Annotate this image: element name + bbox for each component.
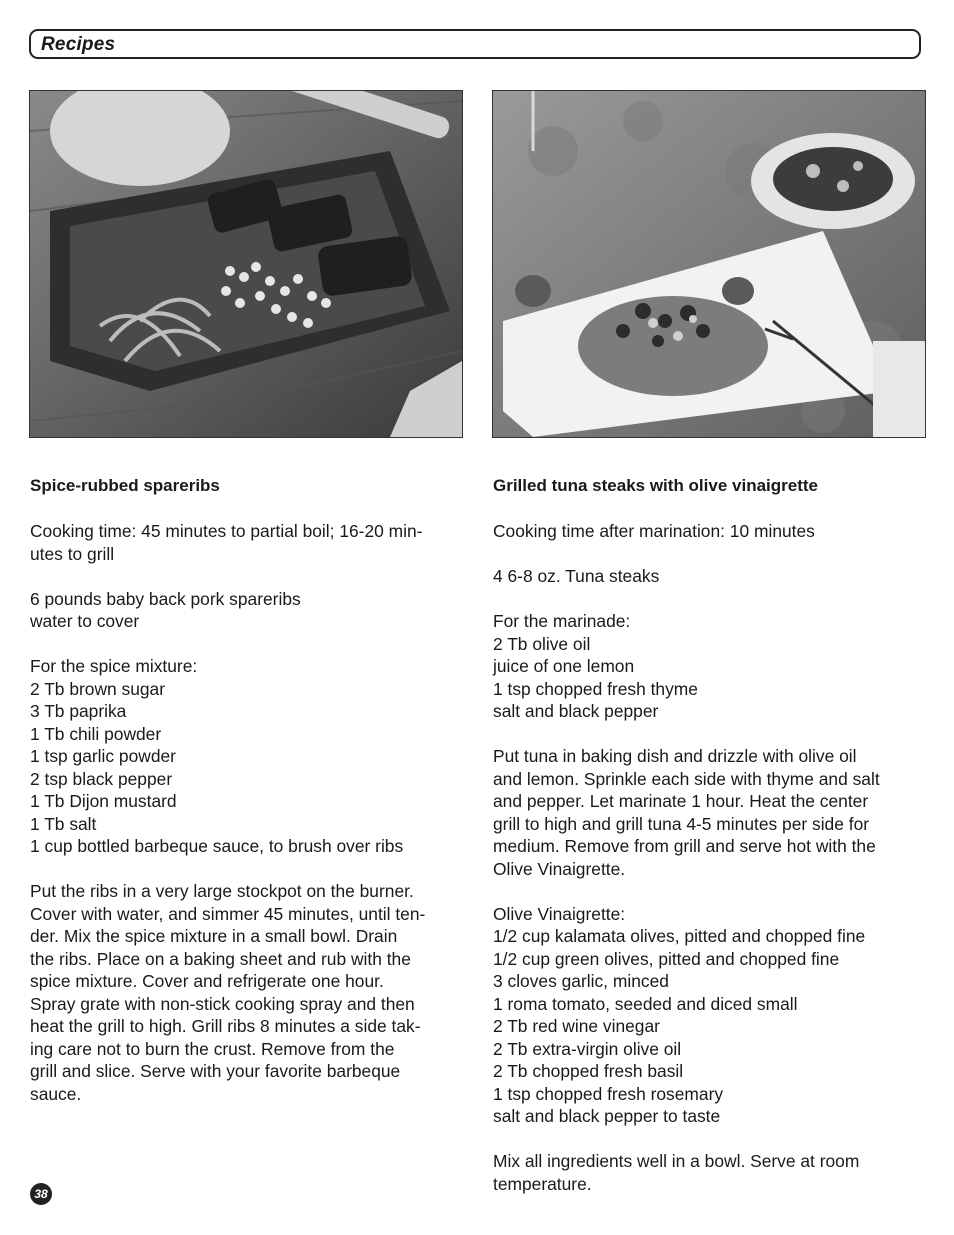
ingredient: 1 tsp chopped fresh thyme bbox=[493, 678, 698, 699]
cooking-time: Cooking time after marination: 10 minutes bbox=[493, 521, 815, 541]
ingredient: 1 Tb Dijon mustard bbox=[30, 791, 177, 811]
method-line: grill to high and grill tuna 4-5 minutes per side for bbox=[493, 813, 870, 834]
method-line: Put tuna in baking dish and drizzle with olive oil bbox=[493, 746, 857, 766]
spareribs-photo bbox=[29, 90, 463, 438]
method-line: grill and slice. Serve with your favorite barbeque bbox=[30, 1061, 401, 1081]
method-line: the ribs. Place on a baking sheet and rub with the bbox=[30, 948, 411, 969]
method-line: der. Mix the spice mixture in a small bowl. Drain bbox=[30, 926, 398, 946]
method-line: heat the grill to high. Grill ribs 8 minutes a side tak- bbox=[30, 1016, 421, 1036]
ingredient: salt and black pepper bbox=[493, 701, 659, 721]
method-line: medium. Remove from grill and serve hot with the bbox=[493, 836, 876, 856]
ingredient: 2 Tb chopped fresh basil bbox=[493, 1061, 684, 1081]
section-header bbox=[29, 29, 921, 59]
ingredient: 2 Tb olive oil bbox=[493, 633, 591, 654]
section-title: Recipes bbox=[41, 34, 116, 55]
cooking-time: Cooking time: 45 minutes to partial boil; 16-20 min- bbox=[30, 521, 423, 541]
ingredient: 1 tsp garlic powder bbox=[30, 746, 176, 766]
ingredient: 1 Tb chili powder bbox=[30, 723, 162, 744]
ingredient-heading: For the marinade: bbox=[493, 611, 631, 631]
ingredient: juice of one lemon bbox=[493, 656, 635, 676]
recipe-title: Grilled tuna steaks with olive vinaigrette bbox=[493, 476, 818, 495]
ingredient: 2 tsp black pepper bbox=[30, 768, 173, 789]
cooking-time: utes to grill bbox=[30, 543, 115, 564]
ingredient: 1 tsp chopped fresh rosemary bbox=[493, 1083, 724, 1104]
ingredient: water to cover bbox=[30, 611, 140, 631]
method-line: Spray grate with non-stick cooking spray and then bbox=[30, 993, 415, 1014]
method-line: ing care not to burn the crust. Remove from the bbox=[30, 1038, 395, 1059]
ingredient: 1 Tb salt bbox=[30, 813, 97, 834]
ingredient: 1 roma tomato, seeded and diced small bbox=[493, 993, 798, 1014]
ingredient: 3 Tb paprika bbox=[30, 701, 127, 721]
ingredient: 2 Tb extra-virgin olive oil bbox=[493, 1038, 682, 1059]
method-line: sauce. bbox=[30, 1083, 82, 1104]
spareribs-recipe bbox=[30, 475, 470, 1105]
ingredient: 1/2 cup green olives, pitted and chopped fine bbox=[493, 948, 840, 969]
ingredient: 1/2 cup kalamata olives, pitted and chopped fine bbox=[493, 926, 866, 946]
recipe-title: Spice-rubbed spareribs bbox=[30, 476, 220, 495]
method-line: temperature. bbox=[493, 1173, 592, 1194]
ingredient: 6 pounds baby back pork spareribs bbox=[30, 588, 301, 609]
ingredient: 1 cup bottled barbeque sauce, to brush over ribs bbox=[30, 836, 404, 856]
ingredient: 4 6-8 oz. Tuna steaks bbox=[493, 566, 660, 586]
tuna-recipe bbox=[493, 475, 933, 1195]
tuna-photo bbox=[492, 90, 926, 438]
method-line: and pepper. Let marinate 1 hour. Heat the center bbox=[493, 791, 869, 811]
ingredient-heading: Olive Vinaigrette: bbox=[493, 903, 626, 924]
method-line: Cover with water, and simmer 45 minutes, until ten- bbox=[30, 903, 426, 924]
ingredient: 3 cloves garlic, minced bbox=[493, 971, 669, 991]
ingredient: 2 Tb red wine vinegar bbox=[493, 1016, 660, 1036]
method-line: Mix all ingredients well in a bowl. Serve at room bbox=[493, 1151, 860, 1171]
page-number: 38 bbox=[30, 1183, 52, 1205]
ingredient: 2 Tb brown sugar bbox=[30, 678, 166, 699]
method-line: Put the ribs in a very large stockpot on the burner. bbox=[30, 881, 414, 901]
ingredient: salt and black pepper to taste bbox=[493, 1106, 721, 1126]
ingredient-heading: For the spice mixture: bbox=[30, 656, 198, 676]
method-line: and lemon. Sprinkle each side with thyme and salt bbox=[493, 768, 880, 789]
method-line: spice mixture. Cover and refrigerate one hour. bbox=[30, 971, 384, 991]
method-line: Olive Vinaigrette. bbox=[493, 858, 626, 879]
